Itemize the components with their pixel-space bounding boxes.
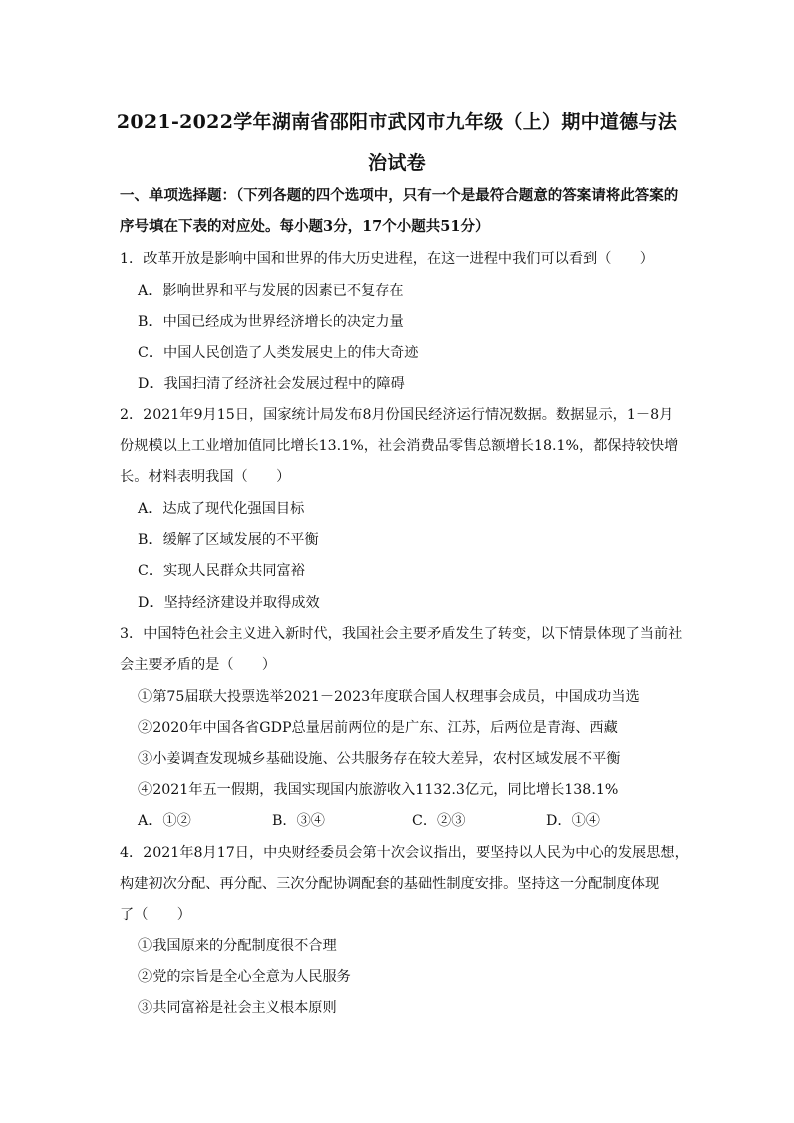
q1-option-c: C．中国人民创造了人类发展史上的伟大奇迹 xyxy=(138,345,419,361)
q1-option-d: D．我国扫清了经济社会发展过程中的障碍 xyxy=(138,376,405,392)
q4-item-2: ②党的宗旨是全心全意为人民服务 xyxy=(138,969,351,985)
section-heading-line2: 序号填在下表的对应处。每小题3分，17个小题共51分） xyxy=(120,218,490,235)
q2-option-d: D．坚持经济建设并取得成效 xyxy=(138,595,320,611)
q3-item-1: ①第75届联大投票选举2021－2023年度联合国人权理事会成员，中国成功当选 xyxy=(138,689,640,705)
q2-option-a: A．达成了现代化强国目标 xyxy=(138,501,305,517)
q3-item-2: ②2020年中国各省GDP总量居前两位的是广东、江苏，后两位是青海、西藏 xyxy=(138,720,618,736)
q2-stem-line1: 2．2021年9月15日，国家统计局发布8月份国民经济运行情况数据。数据显示，1－8月 xyxy=(120,407,674,423)
q3-option-a: A．①② xyxy=(138,813,191,829)
q2-stem-line2: 份规模以上工业增加值同比增长13.1%，社会消费品零售总额增长18.1%，都保持较快增 xyxy=(120,438,679,454)
exam-title-line2: 治试卷 xyxy=(368,152,426,174)
q1-option-b: B．中国已经成为世界经济增长的决定力量 xyxy=(138,314,404,330)
exam-title-line1: 2021-2022学年湖南省邵阳市武冈市九年级（上）期中道德与法 xyxy=(116,111,678,133)
q3-stem-line1: 3．中国特色社会主义进入新时代，我国社会主要矛盾发生了转变，以下情景体现了当前社 xyxy=(120,626,683,642)
q4-item-3: ③共同富裕是社会主义根本原则 xyxy=(138,1000,337,1016)
q4-item-1: ①我国原来的分配制度很不合理 xyxy=(138,938,337,954)
q2-option-c: C．实现人民群众共同富裕 xyxy=(138,563,305,579)
q2-stem-line3: 长。材料表明我国（ ） xyxy=(120,469,291,485)
section-heading xyxy=(120,180,680,242)
section-heading-line1: 一、单项选择题：（下列各题的四个选项中，只有一个是最符合题意的答案请将此答案的 xyxy=(120,187,679,204)
q3-item-4: ④2021年五一假期，我国实现国内旅游收入1132.3亿元，同比增长138.1% xyxy=(138,782,619,798)
q3-stem-line2: 会主要矛盾的是（ ） xyxy=(120,657,277,673)
q3-option-b: B．③④ xyxy=(272,813,325,829)
q2-option-b: B．缓解了区域发展的不平衡 xyxy=(138,532,319,548)
q4-stem-line2: 构建初次分配、再分配、三次分配协调配套的基础性制度安排。坚持这一分配制度体现 xyxy=(120,876,660,892)
q4-stem-line3: 了（ ） xyxy=(120,907,191,923)
q4-stem-line1: 4．2021年8月17日，中央财经委员会第十次会议指出，要坚持以人民为中心的发展思想， xyxy=(120,845,689,861)
q3-option-d: D．①④ xyxy=(546,813,600,829)
q1-stem: 1．改革开放是影响中国和世界的伟大历史进程，在这一进程中我们可以看到（ ） xyxy=(120,251,654,267)
q1-option-a: A．影响世界和平与发展的因素已不复存在 xyxy=(138,283,404,299)
q3-option-c: C．②③ xyxy=(412,813,466,829)
q3-item-3: ③小姜调查发现城乡基础设施、公共服务存在较大差异，农村区域发展不平衡 xyxy=(138,751,621,767)
